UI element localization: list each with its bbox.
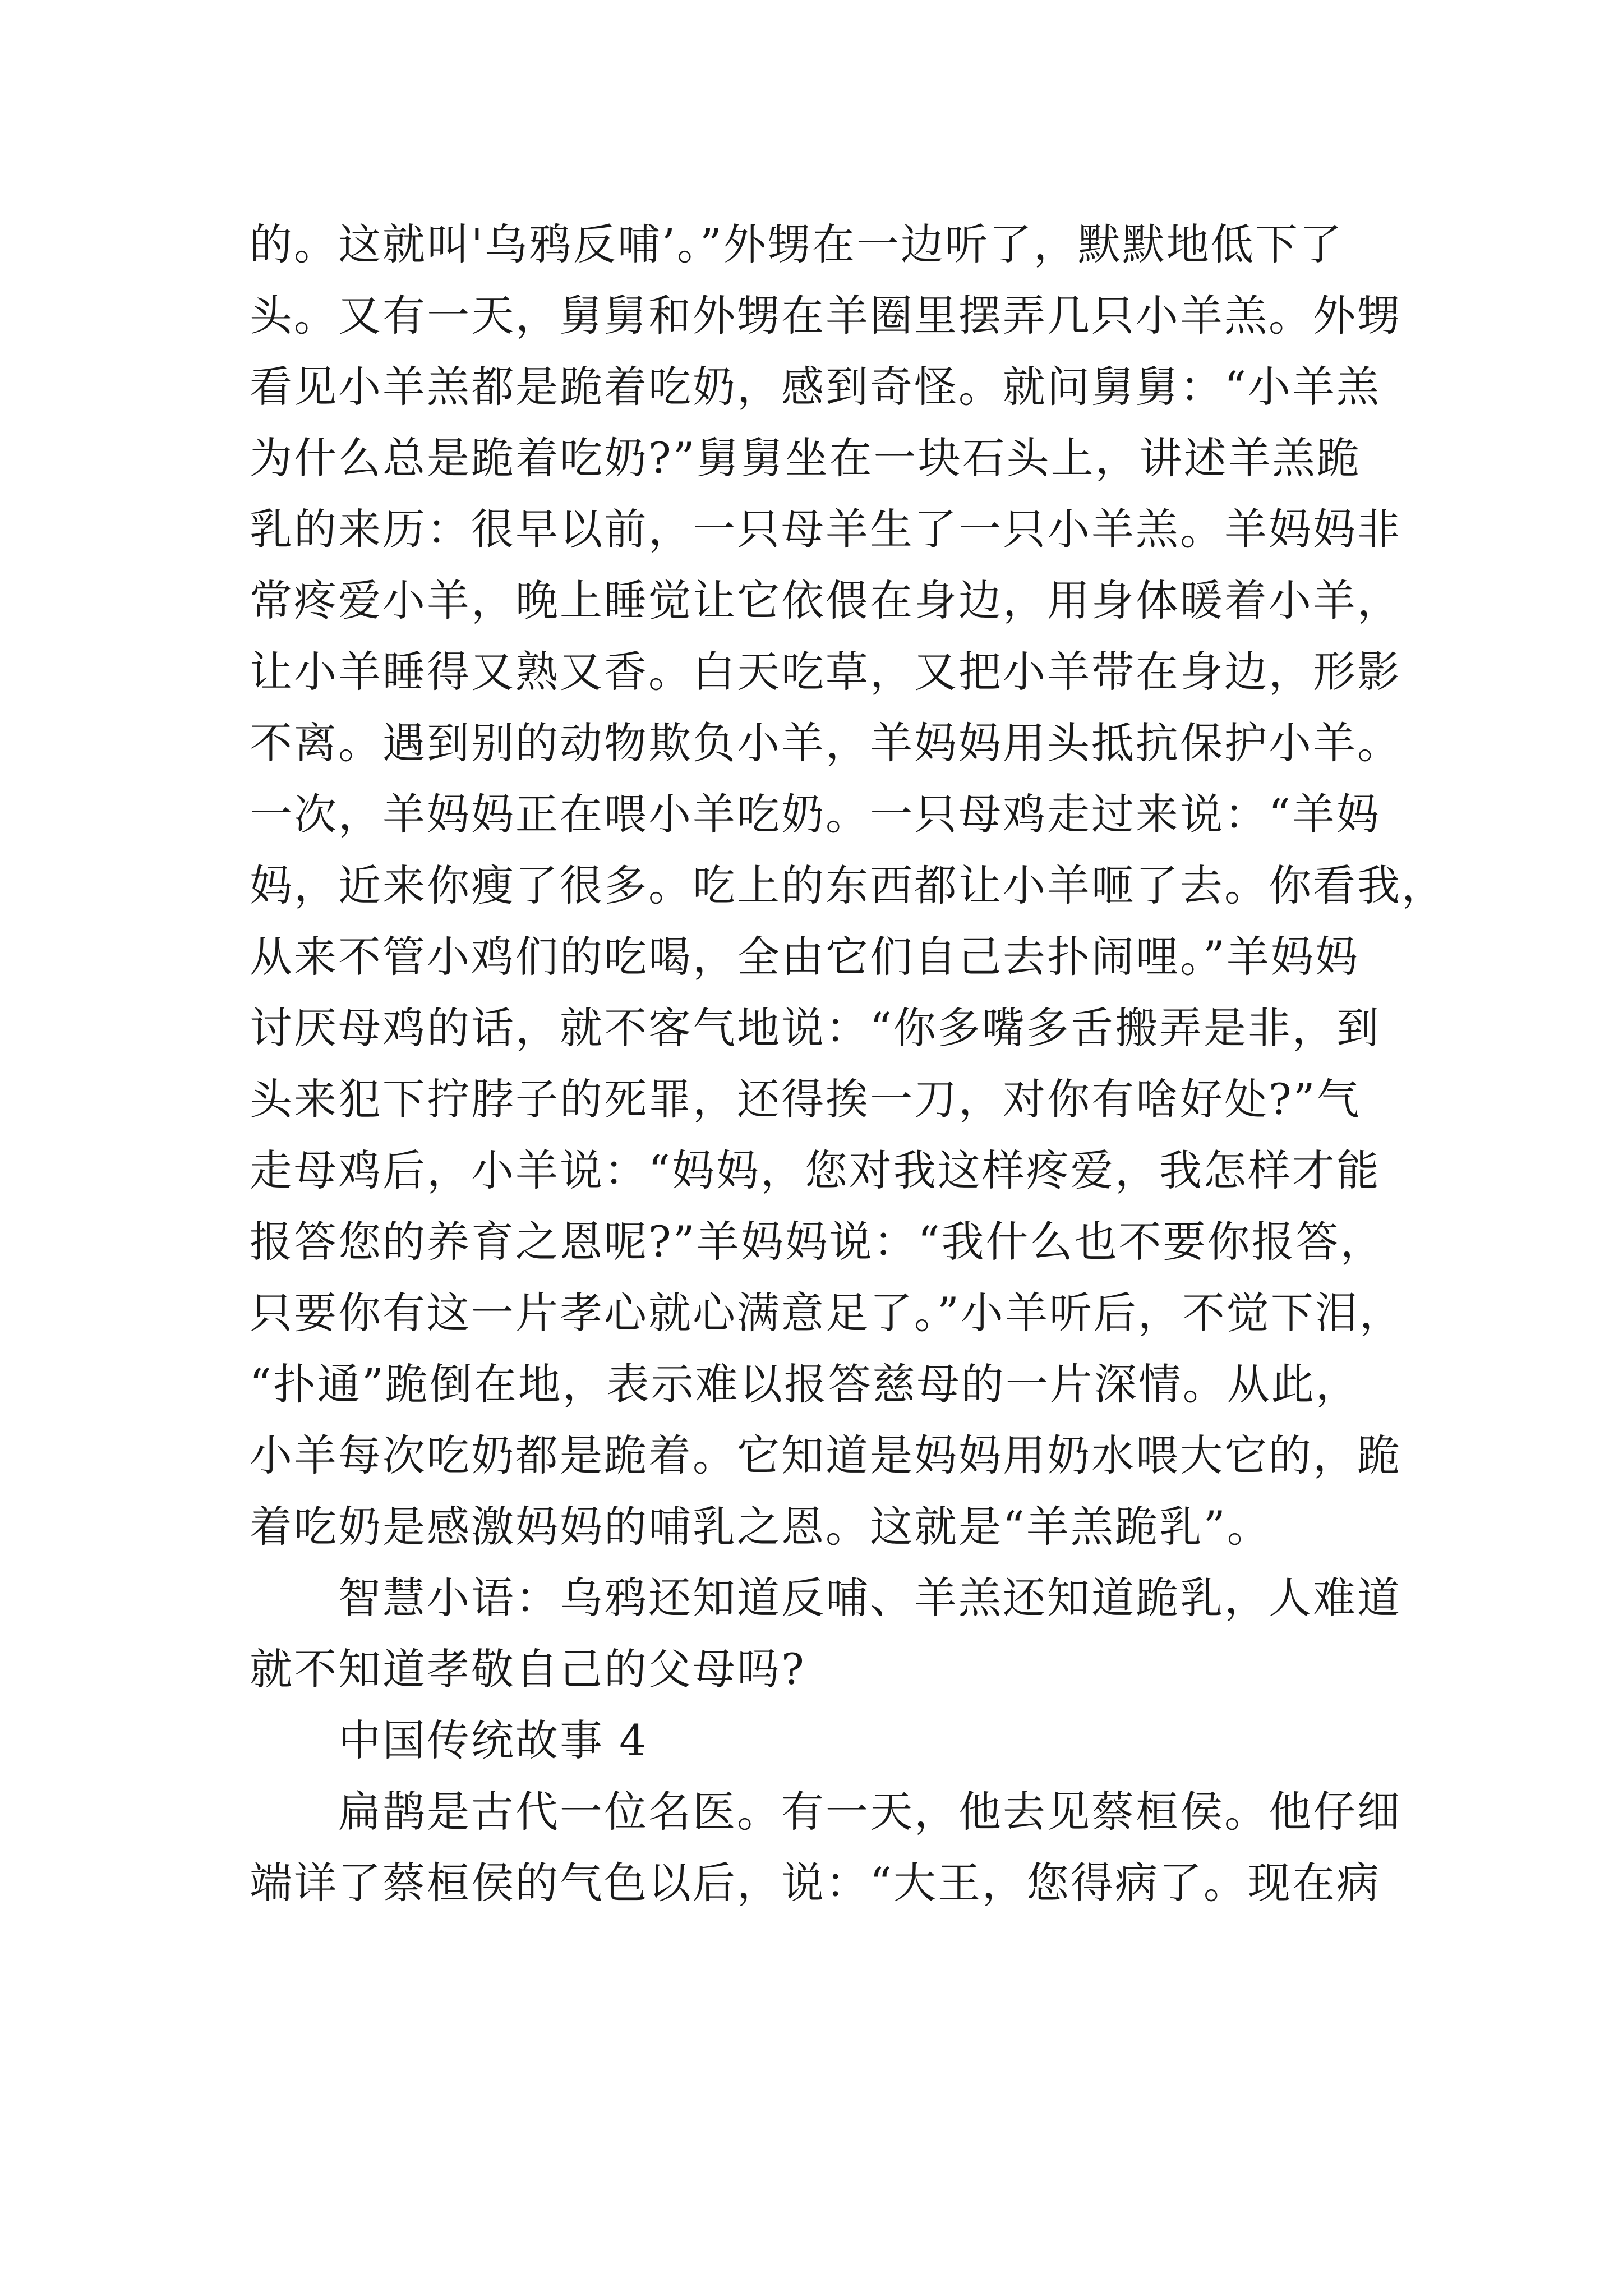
text-line: 从来不管小鸡们的吃喝，全由它们自己去扑闹哩。”羊妈妈 [250,932,1359,982]
text-line: 的。这就叫'乌鸦反哺’。”外甥在一边听了，默默地低下了 [250,219,1344,269]
text-line: 着吃奶是感激妈妈的哺乳之恩。这就是“羊羔跪乳”。 [250,1502,1271,1552]
text-line: 讨厌母鸡的话，就不客气地说：“你多嘴多舌搬弄是非，到 [250,1003,1381,1053]
text-line: 一次，羊妈妈正在喂小羊吃奶。一只母鸡走过来说：“羊妈 [250,789,1381,839]
text-line: 头来犯下拧脖子的死罪，还得挨一刀，对你有啥好处?”气 [250,1074,1361,1124]
text-line: 只要你有这一片孝心就心满意足了。”小羊听后，不觉下泪， [250,1288,1404,1338]
text-line: 扁鹊是古代一位名医。有一天，他去见蔡桓侯。他仔细 [338,1787,1401,1837]
section-heading: 中国传统故事 4 [338,1715,648,1765]
text-line: 乳的来历：很早以前，一只母羊生了一只小羊羔。羊妈妈非 [250,504,1401,554]
text-line: 不离。遇到别的动物欺负小羊，羊妈妈用头抵抗保护小羊。 [250,718,1401,768]
text-line: 让小羊睡得又熟又香。白天吃草，又把小羊带在身边，形影 [250,647,1401,697]
text-line: 小羊每次吃奶都是跪着。它知道是妈妈用奶水喂大它的，跪 [250,1430,1401,1480]
text-line: 报答您的养育之恩呢?”羊妈妈说：“我什么也不要你报答， [250,1217,1385,1267]
text-line: 看见小羊羔都是跪着吃奶，感到奇怪。就问舅舅：“小羊羔 [250,362,1381,412]
wisdom-note-line: 就不知道孝敬自己的父母吗? [250,1644,806,1694]
text-line: 常疼爱小羊，晚上睡觉让它依偎在身边，用身体暖着小羊， [250,576,1401,625]
text-line: 为什么总是跪着吃奶?”舅舅坐在一块石头上，讲述羊羔跪 [250,433,1361,483]
text-line: 妈，近来你瘦了很多。吃上的东西都让小羊咂了去。你看我， [250,861,1446,910]
text-line: 走母鸡后，小羊说：“妈妈，您对我这样疼爱，我怎样才能 [250,1145,1381,1195]
text-line: 头。又有一天，舅舅和外甥在羊圈里摆弄几只小羊羔。外甥 [250,291,1401,341]
text-line: 端详了蔡桓侯的气色以后，说：“大王，您得病了。现在病 [250,1858,1381,1908]
document-body [250,209,1446,1918]
wisdom-note-line: 智慧小语：乌鸦还知道反哺、羊羔还知道跪乳，人难道 [338,1573,1401,1623]
text-line: “扑通”跪倒在地，表示难以报答慈母的一片深情。从此， [250,1359,1360,1409]
